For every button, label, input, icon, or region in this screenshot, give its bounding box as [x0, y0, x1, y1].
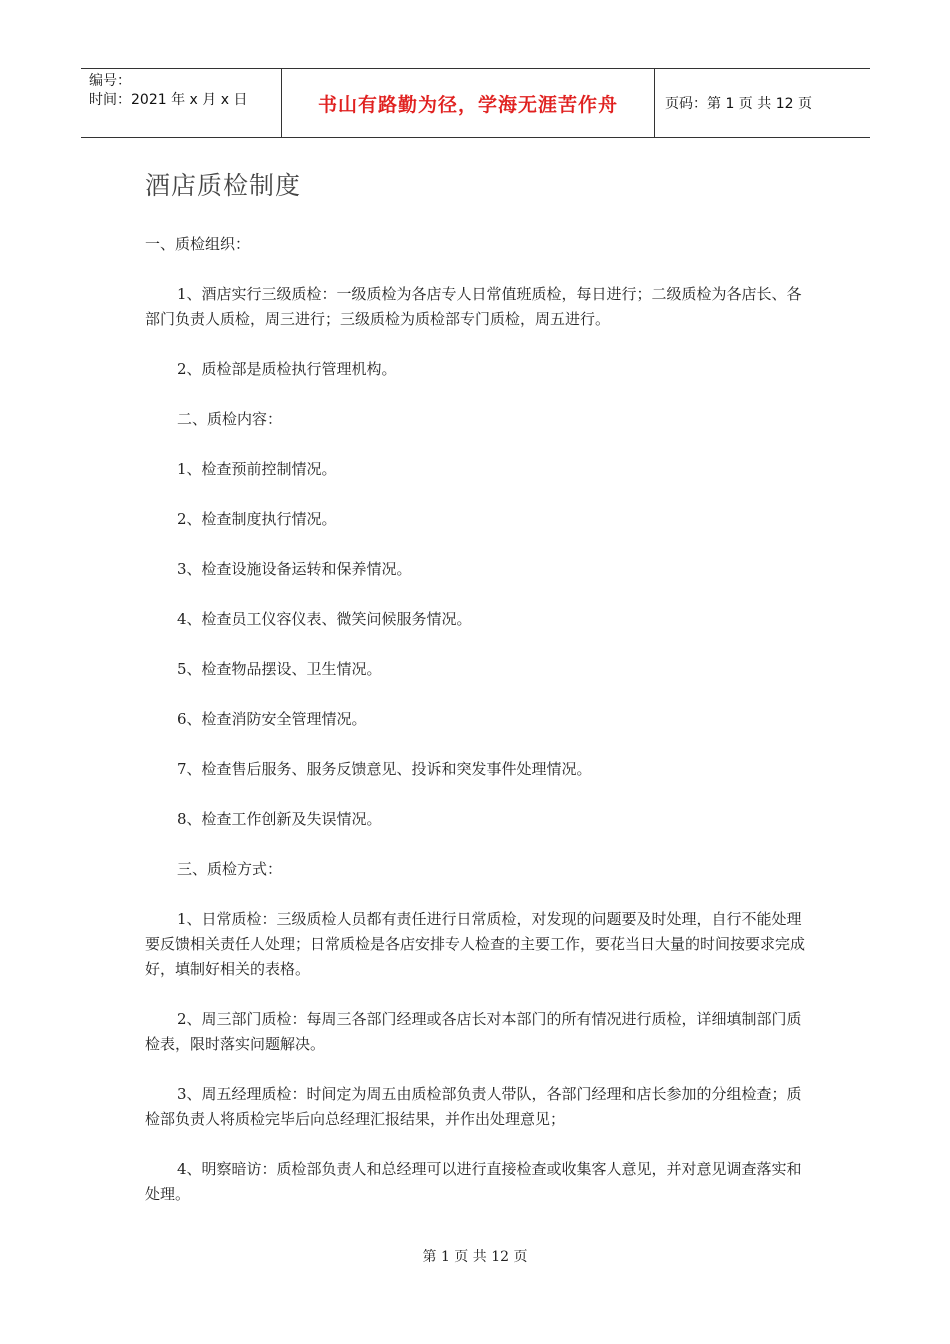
document-date: 时间：2021 年 x 月 x 日	[89, 92, 248, 108]
body-paragraph: 一、质检组织：	[145, 235, 251, 253]
body-paragraph: 6、检查消防安全管理情况。	[177, 710, 367, 728]
body-paragraph: 二、质检内容：	[177, 410, 283, 428]
body-paragraph: 3、周五经理质检：时间定为周五由质检部负责人带队，各部门经理和店长参加的分组检查；质检部负责人将质检完毕后向总经理汇报结果，并作出处理意见；	[145, 1085, 802, 1128]
body-paragraph: 1、日常质检：三级质检人员都有责任进行日常质检，对发现的问题要及时处理，自行不能处理要反馈相关责任人处理；日常质检是各店安排专人检查的主要工作，要花当日大量的时间按要求完成好，填制好相关的表格。	[145, 910, 806, 978]
body-paragraph: 三、质检方式：	[177, 860, 283, 878]
page-footer: 第 1 页 共 12 页	[422, 1249, 528, 1265]
body-paragraph: 2、检查制度执行情况。	[177, 510, 337, 528]
body-paragraph: 4、检查员工仪容仪表、微笑问候服务情况。	[177, 610, 472, 628]
body-paragraph: 8、检查工作创新及失误情况。	[177, 810, 382, 828]
body-paragraph: 2、周三部门质检：每周三各部门经理或各店长对本部门的所有情况进行质检，详细填制部门质检表，限时落实问题解决。	[145, 1010, 802, 1053]
header-motto: 书山有路勤为径，学海无涯苦作舟	[282, 69, 655, 137]
document-number-label: 编号：	[89, 73, 131, 89]
document-title: 酒店质检制度	[145, 171, 302, 200]
header-page-info: 页码：第 1 页 共 12 页	[665, 96, 812, 112]
document-body	[145, 232, 807, 1232]
body-paragraph: 7、检查售后服务、服务反馈意见、投诉和突发事件处理情况。	[177, 760, 592, 778]
body-paragraph: 5、检查物品摆设、卫生情况。	[177, 660, 382, 678]
header-meta-cell	[81, 69, 282, 137]
body-paragraph: 1、检查预前控制情况。	[177, 460, 337, 478]
body-paragraph: 3、检查设施设备运转和保养情况。	[177, 560, 412, 578]
body-paragraph: 4、明察暗访：质检部负责人和总经理可以进行直接检查或收集客人意见，并对意见调查落实和处理。	[145, 1160, 802, 1203]
page-header	[81, 68, 870, 138]
body-paragraph: 2、质检部是质检执行管理机构。	[177, 360, 397, 378]
body-paragraph: 1、酒店实行三级质检：一级质检为各店专人日常值班质检，每日进行；二级质检为各店长、各部门负责人质检，周三进行；三级质检为质检部专门质检，周五进行。	[145, 285, 802, 328]
